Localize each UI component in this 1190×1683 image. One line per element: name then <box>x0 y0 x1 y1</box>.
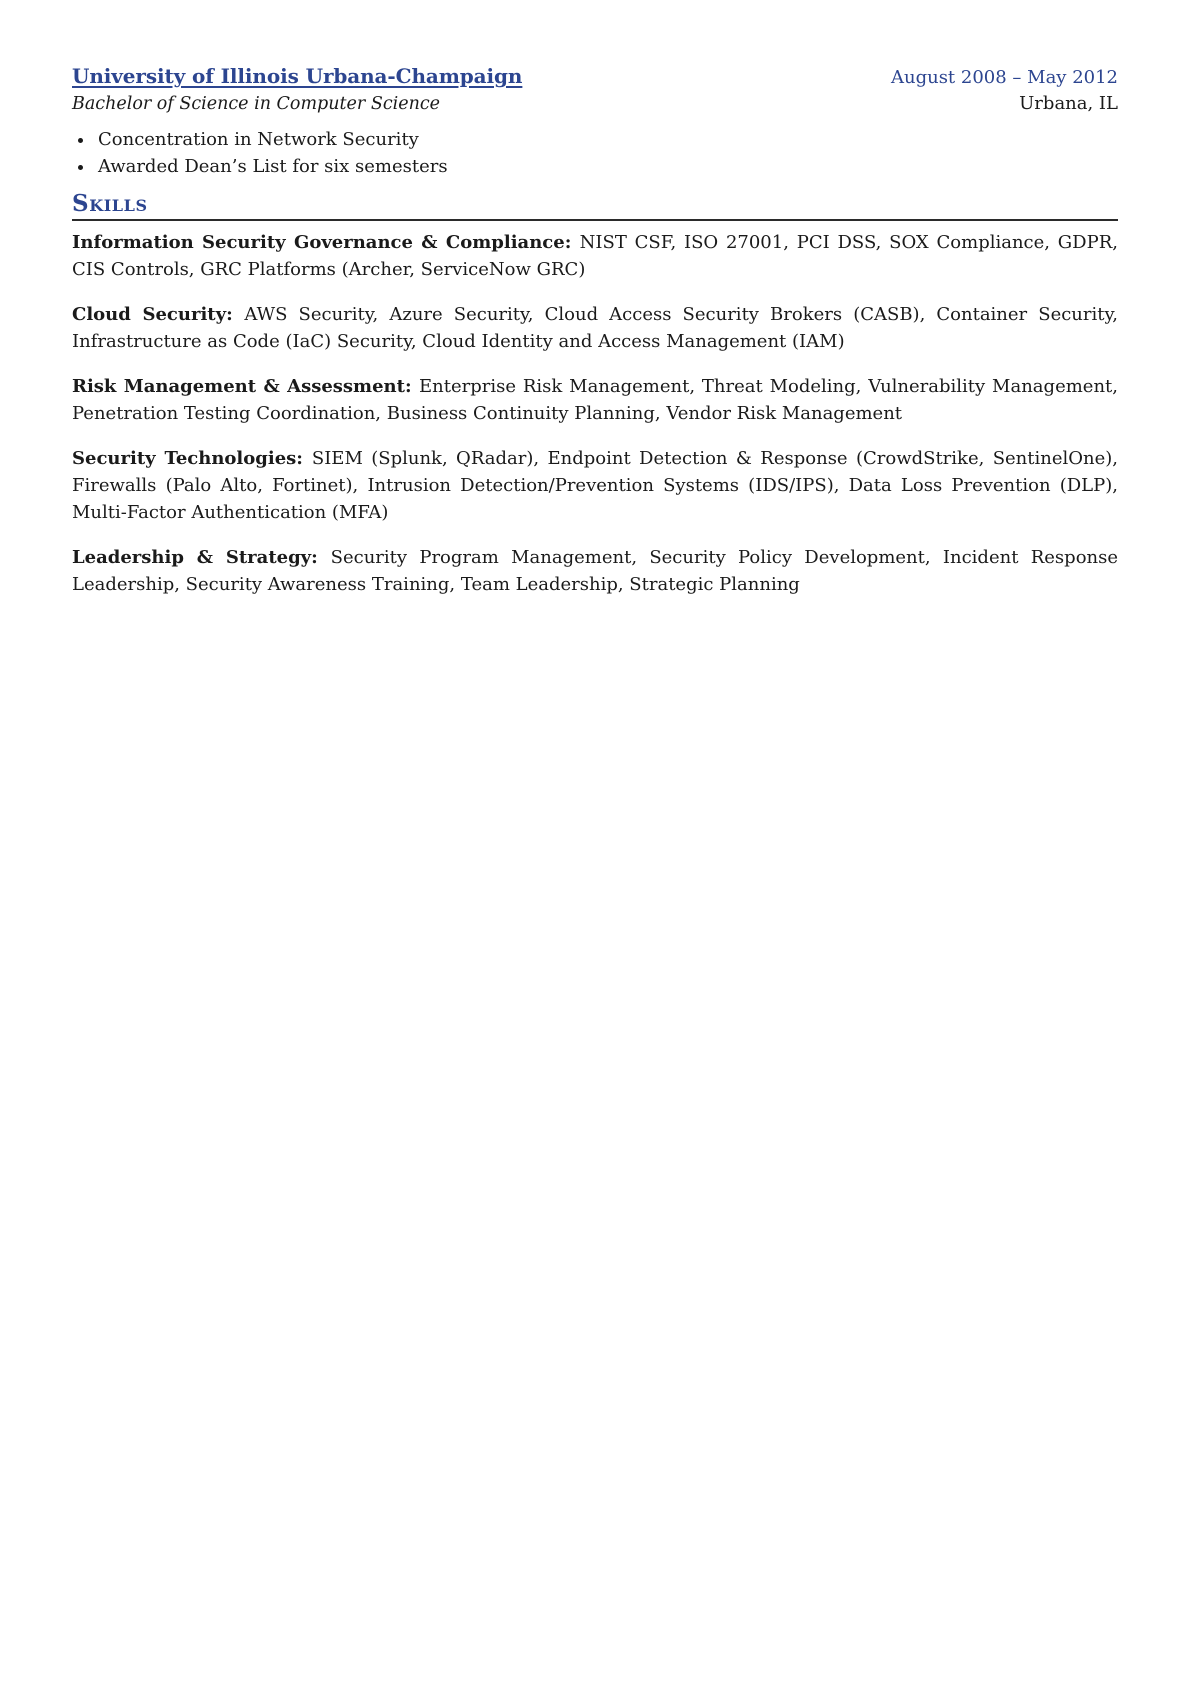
education-bullet-list <box>72 126 1118 180</box>
skill-details: AWS Security, Azure Security, Cloud Access Security Brokers (CASB), Container Security, Infrastructure as Code (IaC) Security, Cloud Identity and Access Management (IAM) <box>72 303 1118 352</box>
school-name-link[interactable]: University of Illinois Urbana-Champaign <box>72 64 523 88</box>
skills-section-heading: Skills <box>72 190 148 217</box>
skill-entry <box>72 544 1118 598</box>
skill-details: Security Program Management, Security Policy Development, Incident Response Leadership, Security Awareness Training, Team Leadership, Strategic Planning <box>72 546 1119 595</box>
skills-list <box>72 229 1118 598</box>
skill-entry <box>72 373 1118 427</box>
list-item <box>72 153 1118 180</box>
skill-entry <box>72 301 1118 355</box>
education-header-row <box>72 64 1118 88</box>
skill-category: Security Technologies: <box>72 447 312 469</box>
skill-details: SIEM (Splunk, QRadar), Endpoint Detection & Response (CrowdStrike, SentinelOne), Firewalls (Palo Alto, Fortinet), Intrusion Detection/Prevention Systems (IDS/IPS), Data Loss Prevention (DLP), Multi-Factor Authentication (MFA) <box>72 447 1119 523</box>
skill-category: Cloud Security: <box>72 303 245 325</box>
education-dates: August 2008 – May 2012 <box>890 67 1118 88</box>
degree-title: Bachelor of Science in Computer Science <box>72 94 441 114</box>
skill-details: Enterprise Risk Management, Threat Modeling, Vulnerability Management, Penetration Testing Coordination, Business Continuity Planning, Vendor Risk Management <box>72 375 1118 424</box>
skill-category: Risk Management & Assessment: <box>72 375 419 397</box>
list-item <box>72 126 1118 153</box>
bullet-text: Concentration in Network Security <box>98 129 419 150</box>
skill-entry <box>72 229 1118 283</box>
skill-category: Information Security Governance & Compliance: <box>72 231 580 253</box>
skill-entry <box>72 445 1118 526</box>
education-location: Urbana, IL <box>1019 93 1118 114</box>
bullet-text: Awarded Dean’s List for six semesters <box>98 156 448 177</box>
education-subheader-row <box>72 93 1118 114</box>
section-divider <box>72 219 1118 221</box>
bullet-icon <box>78 165 83 170</box>
bullet-icon <box>78 138 83 143</box>
skill-details: NIST CSF, ISO 27001, PCI DSS, SOX Compliance, GDPR, CIS Controls, GRC Platforms (Archer, ServiceNow GRC) <box>72 231 1118 280</box>
resume-page <box>72 64 1118 616</box>
skill-category: Leadership & Strategy: <box>72 546 331 568</box>
